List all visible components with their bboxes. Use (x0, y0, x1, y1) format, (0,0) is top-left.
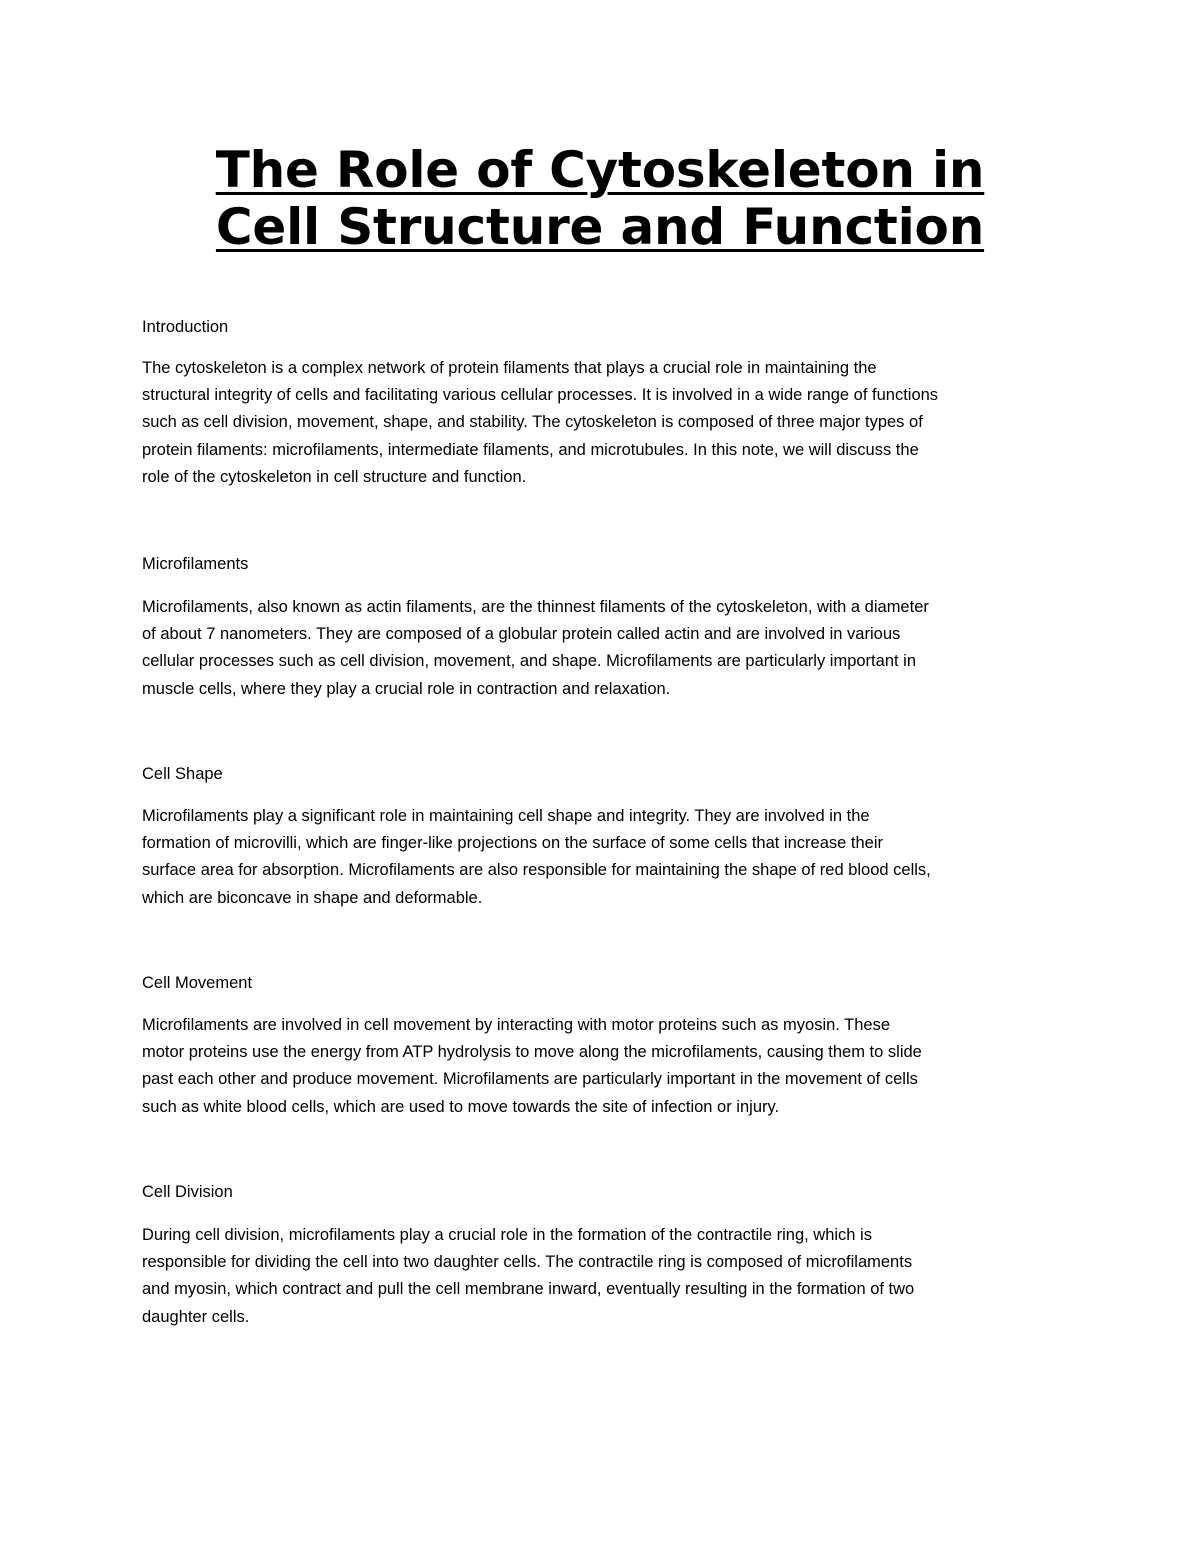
section-paragraph-cell-shape (142, 803, 1072, 912)
paragraph-line: Microfilaments are involved in cell movement by interacting with motor proteins such as myosin. These (142, 1016, 891, 1034)
section-paragraph-microfilaments (142, 594, 1072, 703)
title-line-2: Cell Structure and Function (215, 198, 985, 256)
section-heading-introduction: Introduction (142, 318, 229, 336)
paragraph-line: Microfilaments, also known as actin filaments, are the thinnest filaments of the cytoskeleton, with a diameter (142, 598, 929, 616)
section-paragraph-cell-division (142, 1222, 1072, 1331)
section-heading-cell-movement: Cell Movement (142, 974, 253, 992)
section-paragraph-cell-movement (142, 1012, 1072, 1121)
section-heading-cell-shape: Cell Shape (142, 765, 223, 783)
paragraph-line: structural integrity of cells and facilitating various cellular processes. It is involved in a wide range of functions (142, 386, 939, 405)
paragraph-line: protein filaments: microfilaments, intermediate filaments, and microtubules. In this note, we will discuss the (142, 440, 919, 459)
paragraph-line: formation of microvilli, which are finger-like projections on the surface of some cells that increase their (142, 834, 883, 853)
paragraph-line: Microfilaments play a significant role in maintaining cell shape and integrity. They are involved in the (142, 807, 870, 825)
paragraph-line: of about 7 nanometers. They are composed of a globular protein called actin and are involved in various (142, 625, 901, 644)
paragraph-line: cellular processes such as cell division, movement, and shape. Microfilaments are particularly important in (142, 652, 917, 671)
paragraph-line: During cell division, microfilaments play a crucial role in the formation of the contractile ring, which is (142, 1226, 872, 1244)
title-line-1: The Role of Cytoskeleton in (215, 141, 985, 199)
paragraph-line: The cytoskeleton is a complex network of protein filaments that plays a crucial role in maintaining the (142, 359, 877, 377)
paragraph-line: role of the cytoskeleton in cell structure and function. (142, 467, 527, 486)
paragraph-line: such as cell division, movement, shape, and stability. The cytoskeleton is composed of three major types of (142, 413, 923, 432)
paragraph-line: muscle cells, where they play a crucial role in contraction and relaxation. (142, 679, 671, 698)
paragraph-line: such as white blood cells, which are used to move towards the site of infection or injury. (142, 1097, 780, 1116)
paragraph-line: motor proteins use the energy from ATP hydrolysis to move along the microfilaments, causing them to slide (142, 1043, 922, 1062)
paragraph-line: which are biconcave in shape and deformable. (142, 888, 483, 907)
section-heading-cell-division: Cell Division (142, 1183, 233, 1201)
paragraph-line: past each other and produce movement. Microfilaments are particularly important in the movement of cells (142, 1070, 918, 1089)
paragraph-line: surface area for absorption. Microfilaments are also responsible for maintaining the shape of red blood cells, (142, 861, 931, 880)
paragraph-line: and myosin, which contract and pull the cell membrane inward, eventually resulting in the formation of two (142, 1280, 915, 1299)
section-heading-microfilaments: Microfilaments (142, 555, 249, 573)
paragraph-line: daughter cells. (142, 1307, 250, 1326)
document-title (140, 142, 1060, 256)
paragraph-line: responsible for dividing the cell into two daughter cells. The contractile ring is composed of microfilaments (142, 1253, 913, 1272)
section-paragraph-introduction (142, 355, 1072, 491)
